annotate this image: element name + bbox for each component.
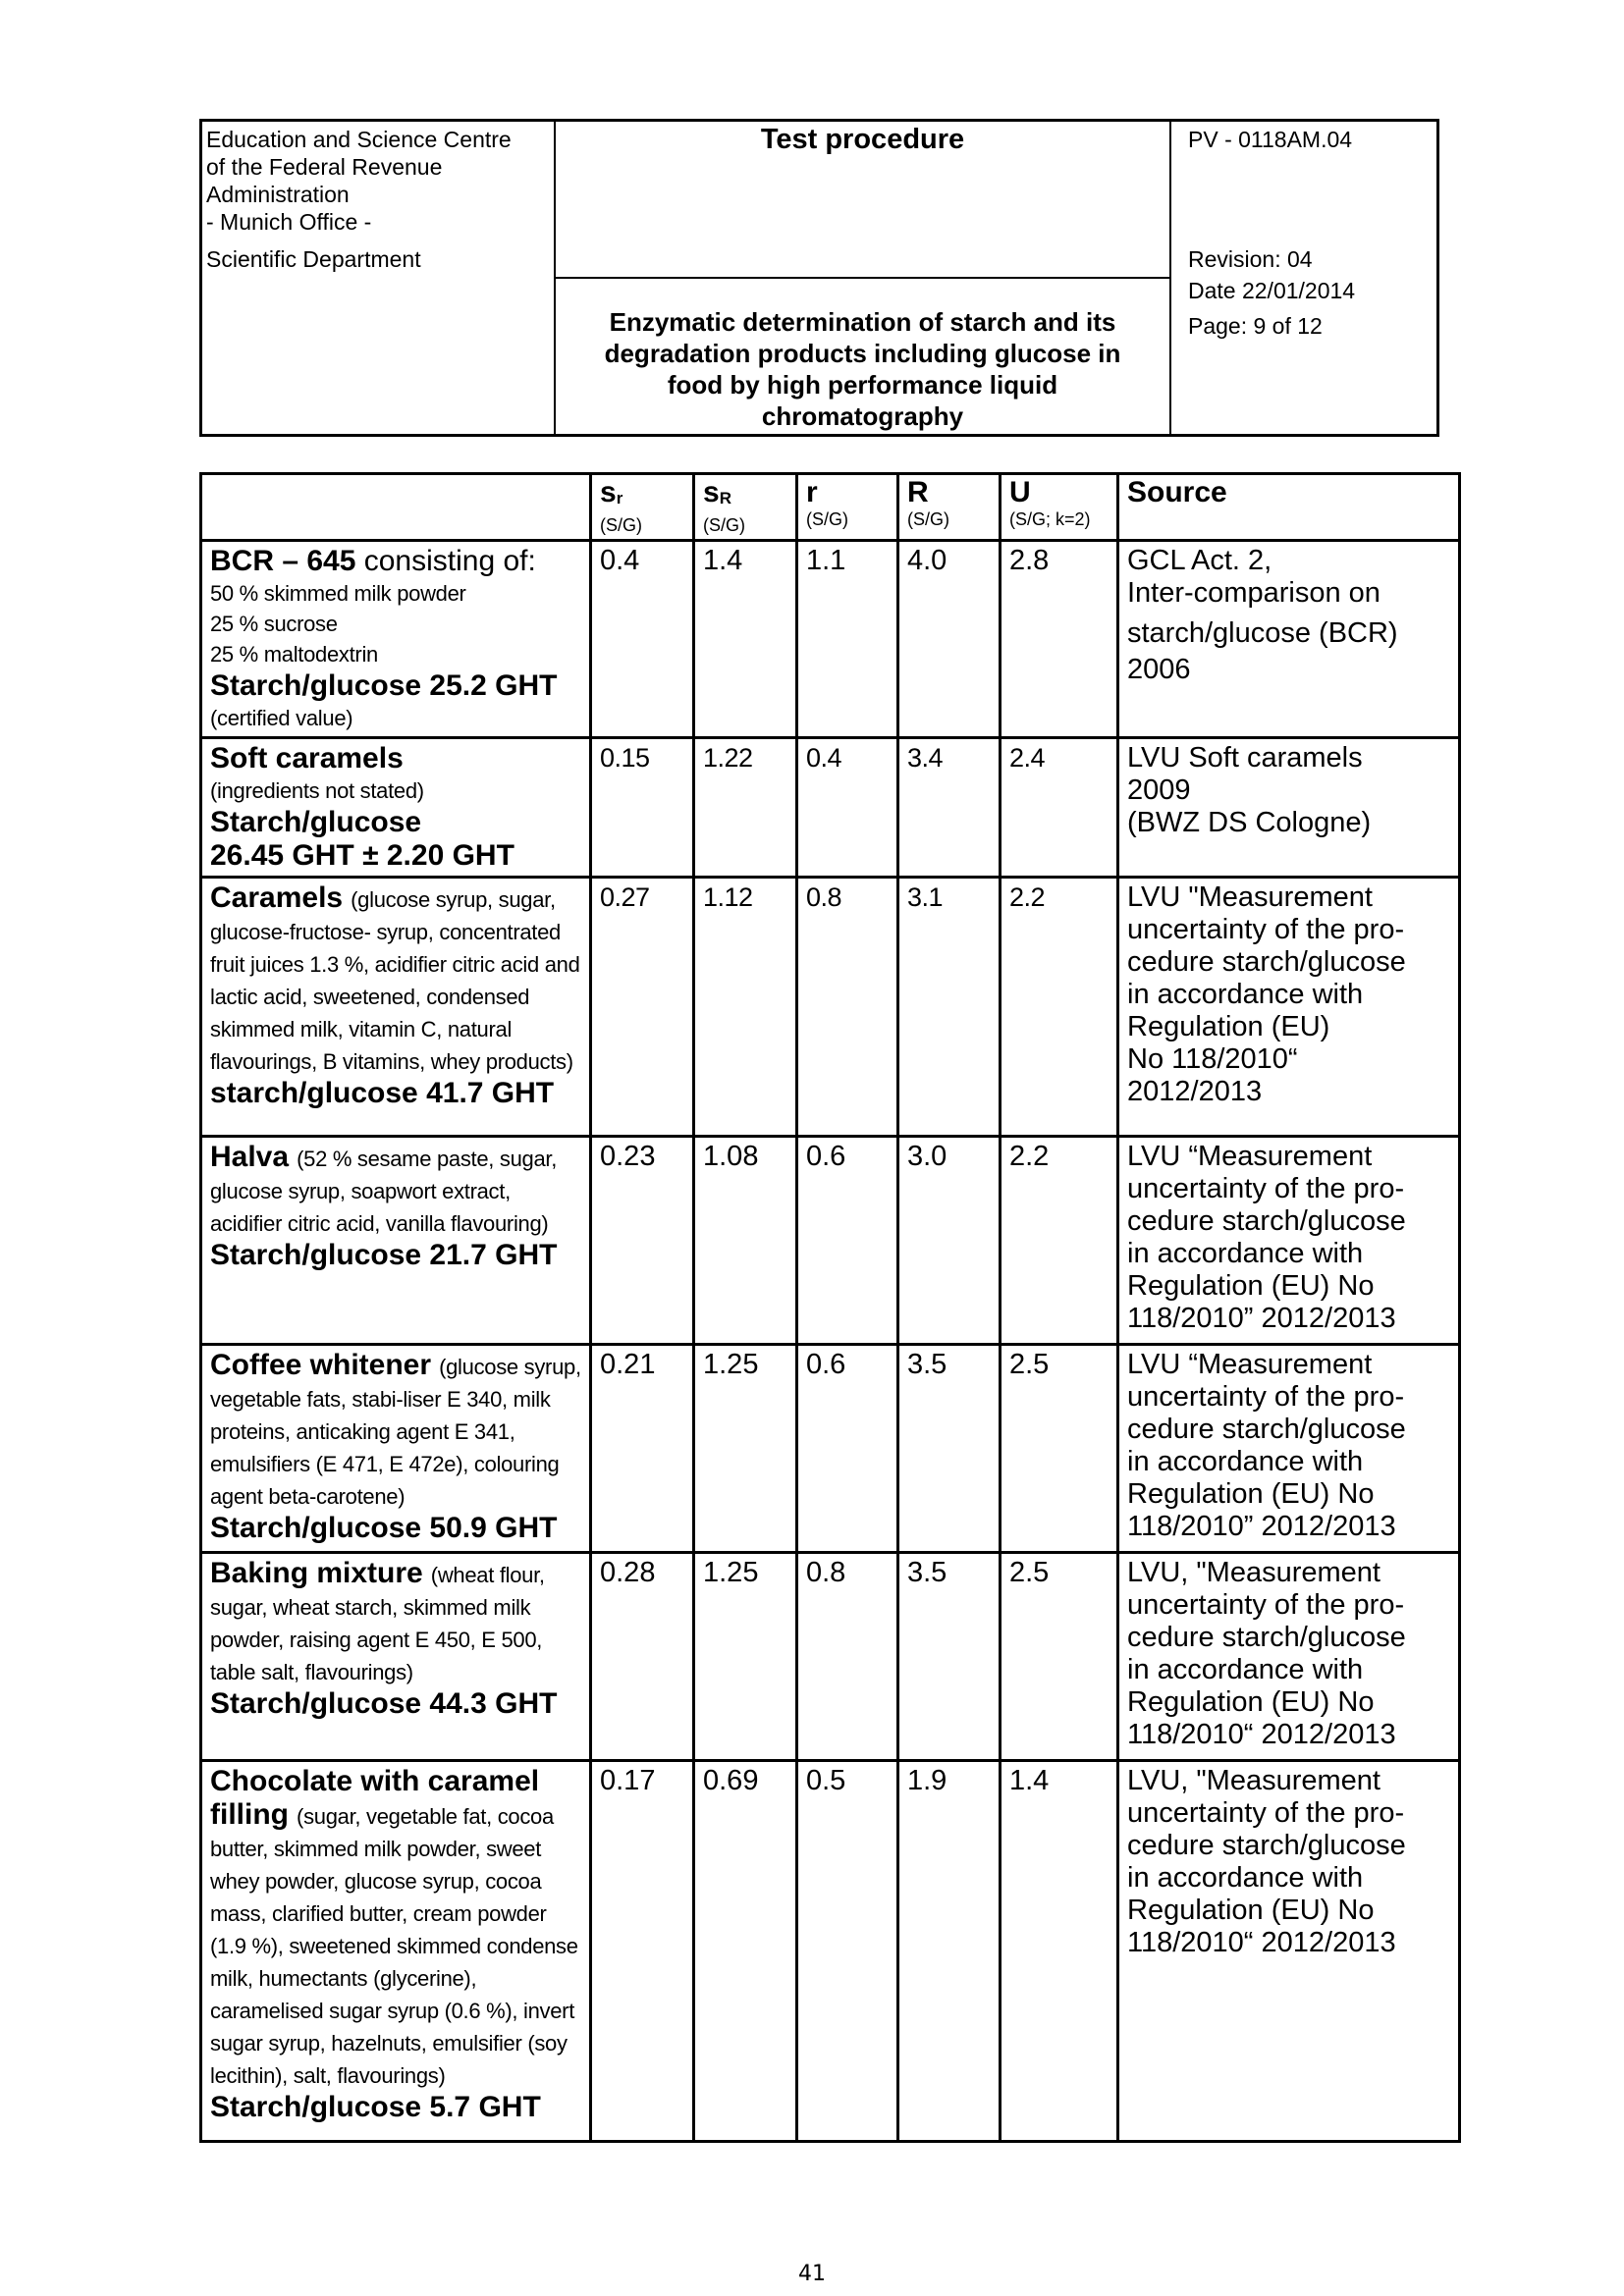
table-row [201, 1345, 1460, 1553]
header-cell-R: R (S/G) [898, 474, 1001, 541]
value-r: 1.1 [797, 541, 898, 738]
value-U: 2.8 [1001, 541, 1118, 738]
document-subtitle: Enzymatic determination of starch and its degradation products including glucose in food by high performance liquid chromatography [604, 307, 1121, 431]
value-sR: 1.22 [694, 738, 797, 878]
table-row [201, 1553, 1460, 1761]
header-divider [554, 277, 1169, 279]
value-R: 3.1 [898, 878, 1001, 1137]
value-sR: 1.25 [694, 1553, 797, 1761]
source-reference: LVU, "Measurement uncertainty of the pro- cedure starch/glucose in accordance with Regulation (EU) No 118/2010“ 2012/2013 [1118, 1761, 1460, 2142]
value-sr: 0.21 [591, 1345, 694, 1553]
issuing-organization: Education and Science Centre of the Federal Revenue Administration - Munich Office - [206, 127, 512, 235]
value-U: 2.4 [1001, 738, 1118, 878]
value-R: 3.0 [898, 1137, 1001, 1345]
value-U: 2.2 [1001, 878, 1118, 1137]
header-cell-source: Source [1118, 474, 1460, 541]
value-R: 3.4 [898, 738, 1001, 878]
value-sR: 0.69 [694, 1761, 797, 2142]
document-id: PV - 0118AM.04 [1188, 127, 1353, 152]
sample-description: Baking mixture (wheat flour, sugar, wheat starch, skimmed milk powder, raising agent E 450, E 500, table salt, flavourings) Starch/glucose 44.3 GHT [201, 1553, 591, 1761]
value-sr: 0.28 [591, 1553, 694, 1761]
header-cell-U: U (S/G; k=2) [1001, 474, 1118, 541]
department: Scientific Department [206, 246, 421, 272]
precision-data-table [199, 472, 1461, 2143]
value-R: 3.5 [898, 1345, 1001, 1553]
header-cell-sR: $s_R$ (S/G) [694, 474, 797, 541]
value-U: 2.5 [1001, 1345, 1118, 1553]
document-header [199, 119, 1439, 437]
page-number: 41 [798, 2262, 826, 2286]
sample-description: Caramels (glucose syrup, sugar, glucose-fructose- syrup, concentrated fruit juices 1.3 %, acidifier citric acid and lactic acid, sweetened, condensed skimmed milk, vitamin C, natural flavourings, B vitamins, whey products) starch/glucose 41.7 GHT [201, 878, 591, 1137]
header-cell-sample [201, 474, 591, 541]
revision-date: Date 22/01/2014 [1188, 278, 1356, 303]
value-r: 0.5 [797, 1761, 898, 2142]
value-r: 0.6 [797, 1137, 898, 1345]
value-R: 4.0 [898, 541, 1001, 738]
value-sr: 0.4 [591, 541, 694, 738]
value-sR: 1.4 [694, 541, 797, 738]
page-indicator: Page: 9 of 12 [1188, 313, 1323, 339]
table-row [201, 1761, 1460, 2142]
value-r: 0.6 [797, 1345, 898, 1553]
value-r: 0.8 [797, 878, 898, 1137]
table-row [201, 738, 1460, 878]
table-header-row [201, 474, 1460, 541]
sample-description: Chocolate with caramel filling (sugar, vegetable fat, cocoa butter, skimmed milk powder, sweet whey powder, glucose syrup, cocoa mass, clarified butter, cream powder (1.9 %), sweetened skimmed condense milk, humectants (glycerine), caramelised sugar syrup (0.6 %), invert sugar syrup, hazelnuts, emulsifier (soy lecithin), salt, flavourings) Starch/glucose 5.7 GHT [201, 1761, 591, 2142]
value-sR: 1.12 [694, 878, 797, 1137]
value-U: 2.2 [1001, 1137, 1118, 1345]
value-U: 2.5 [1001, 1553, 1118, 1761]
value-sr: 0.17 [591, 1761, 694, 2142]
table-row [201, 1137, 1460, 1345]
document-title: Test procedure [760, 124, 965, 155]
sample-description: BCR – 645 consisting of: 50 % skimmed milk powder 25 % sucrose 25 % maltodextrin Starch/glucose 25.2 GHT (certified value) [201, 541, 591, 738]
sample-description: Halva (52 % sesame paste, sugar, glucose syrup, soapwort extract, acidifier citric acid, vanilla flavouring) Starch/glucose 21.7 GHT [201, 1137, 591, 1345]
source-reference: GCL Act. 2, Inter-comparison on starch/glucose (BCR) 2006 [1118, 541, 1460, 738]
revision: Revision: 04 [1188, 246, 1313, 272]
header-cell-sr: $s_r$ (S/G) [591, 474, 694, 541]
value-sR: 1.25 [694, 1345, 797, 1553]
value-R: 1.9 [898, 1761, 1001, 2142]
source-reference: LVU “Measurement uncertainty of the pro- cedure starch/glucose in accordance with Regulation (EU) No 118/2010” 2012/2013 [1118, 1345, 1460, 1553]
value-U: 1.4 [1001, 1761, 1118, 2142]
value-r: 0.8 [797, 1553, 898, 1761]
value-sr: 0.23 [591, 1137, 694, 1345]
value-sr: 0.15 [591, 738, 694, 878]
source-reference: LVU “Measurement uncertainty of the pro- cedure starch/glucose in accordance with Regulation (EU) No 118/2010” 2012/2013 [1118, 1137, 1460, 1345]
source-reference: LVU "Measurement uncertainty of the pro- cedure starch/glucose in accordance with Regulation (EU) No 118/2010“ 2012/2013 [1118, 878, 1460, 1137]
source-reference: LVU Soft caramels 2009 (BWZ DS Cologne) [1118, 738, 1460, 878]
table-row [201, 541, 1460, 738]
source-reference: LVU, "Measurement uncertainty of the pro- cedure starch/glucose in accordance with Regulation (EU) No 118/2010“ 2012/2013 [1118, 1553, 1460, 1761]
value-sr: 0.27 [591, 878, 694, 1137]
value-r: 0.4 [797, 738, 898, 878]
header-cell-r: r (S/G) [797, 474, 898, 541]
sample-description: Coffee whitener (glucose syrup, vegetable fats, stabi-liser E 340, milk proteins, anticaking agent E 341, emulsifiers (E 471, E 472e), colouring agent beta-carotene) Starch/glucose 50.9 GHT [201, 1345, 591, 1553]
sample-description: Soft caramels (ingredients not stated) Starch/glucose 26.45 GHT ± 2.20 GHT [201, 738, 591, 878]
value-R: 3.5 [898, 1553, 1001, 1761]
table-row [201, 878, 1460, 1137]
header-divider [1169, 122, 1171, 434]
value-sR: 1.08 [694, 1137, 797, 1345]
